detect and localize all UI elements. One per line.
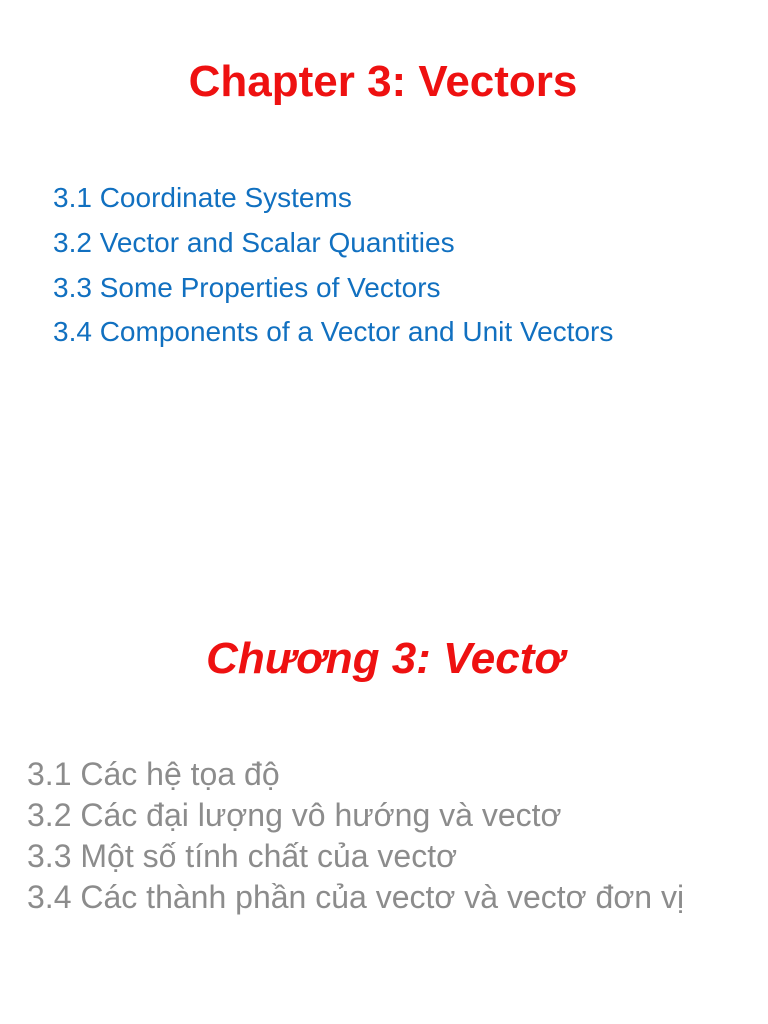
toc-item-vietnamese: 3.2 Các đại lượng vô hướng và vectơ (27, 797, 562, 833)
toc-item-english: 3.3 Some Properties of Vectors (53, 271, 441, 303)
toc-item-vietnamese: 3.3 Một số tính chất của vectơ (27, 838, 458, 874)
toc-item-english: 3.2 Vector and Scalar Quantities (53, 226, 455, 258)
table-of-contents-english (53, 176, 613, 355)
toc-item-vietnamese: 3.1 Các hệ tọa độ (27, 756, 280, 792)
toc-item-english: 3.4 Components of a Vector and Unit Vectors (53, 316, 614, 348)
table-of-contents-vietnamese (27, 754, 684, 918)
toc-item-vietnamese: 3.4 Các thành phần của vectơ và vectơ đơn vị (27, 879, 685, 915)
chapter-title-english: Chapter 3: Vectors (188, 57, 578, 106)
toc-item-english: 3.1 Coordinate Systems (53, 182, 352, 213)
chapter-title-vietnamese: Chương 3: Vectơ (206, 634, 564, 683)
